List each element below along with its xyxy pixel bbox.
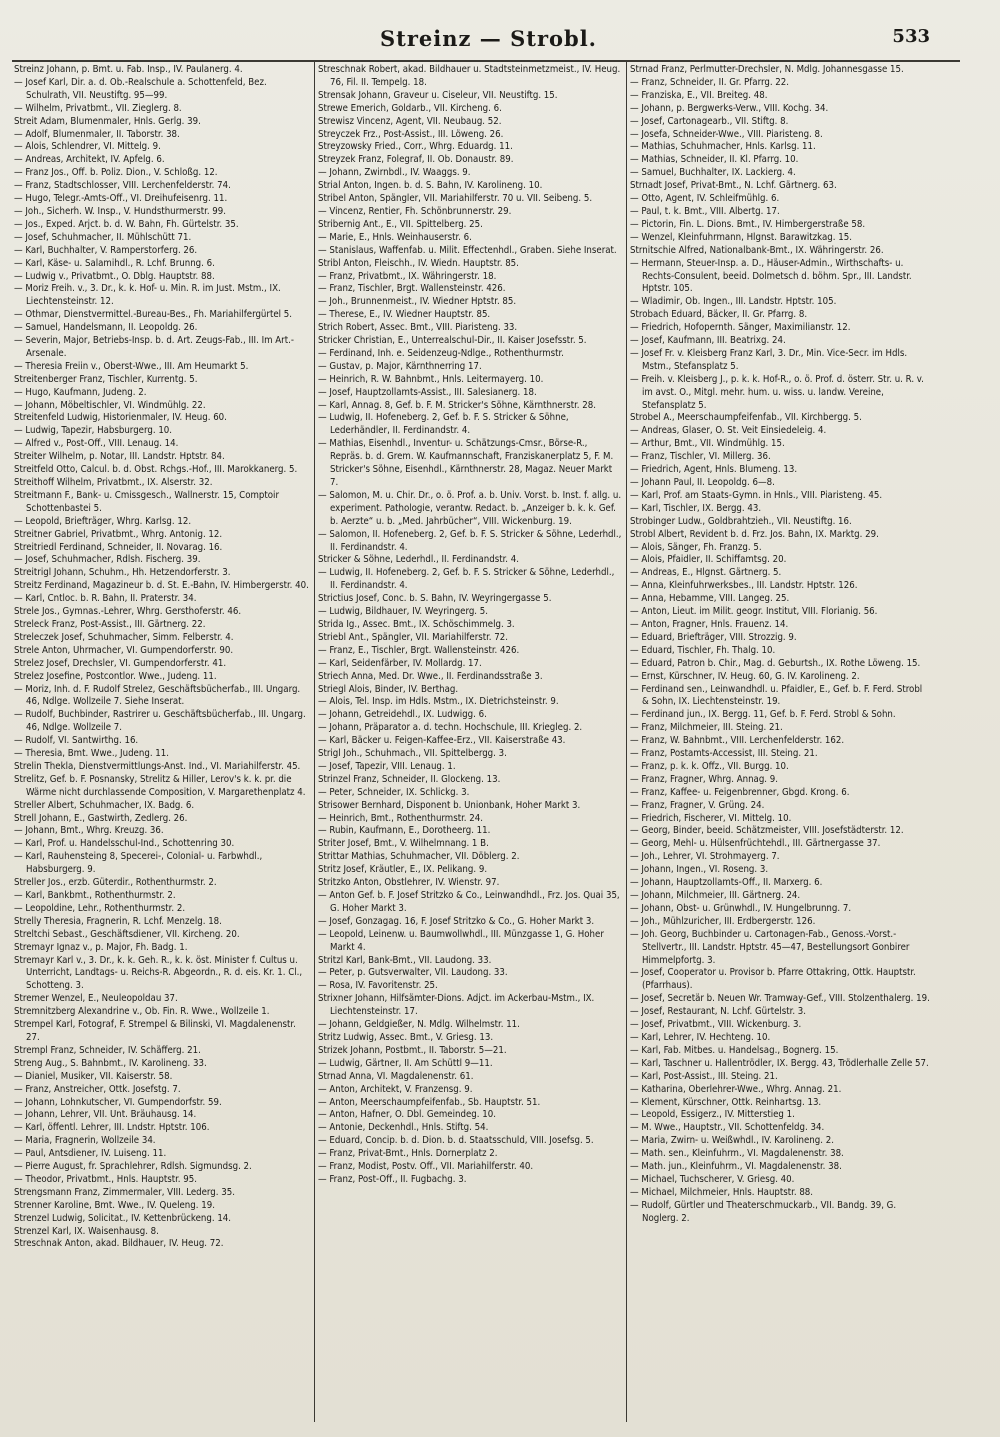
directory-entry: — Franz, Fragner, V. Grüng. 24. bbox=[630, 799, 765, 811]
column-divider bbox=[626, 60, 627, 1422]
directory-entry: — Karl, Cntloc. b. R. Bahn, II. Praterstr. 34. bbox=[14, 593, 197, 605]
directory-entry: — Josef, Cartonagearb., VII. Stiftg. 8. bbox=[630, 115, 789, 127]
directory-entry: Streiter Wilhelm, p. Notar, III. Landstr. Hptstr. 84. bbox=[14, 451, 225, 463]
directory-entry: Streitenfeld Ludwig, Historienmaler, IV. Heug. 60. bbox=[14, 412, 227, 424]
directory-entry: Strinzel Franz, Schneider, II. Glockeng. 13. bbox=[318, 773, 501, 785]
directory-entry: — Theresia Freiin v., Oberst-Wwe., III. Am Heumarkt 5. bbox=[14, 360, 249, 372]
directory-entry: — Antonie, Deckenhdl., Hnls. Stiftg. 54. bbox=[318, 1122, 489, 1134]
directory-entry: — Johann Paul, II. Leopoldg. 6—8. bbox=[630, 477, 775, 488]
directory-entry: — Josef, Tapezir, VIII. Lenaug. 1. bbox=[318, 760, 456, 772]
directory-entry: — Johann, Geldgießer, N. Mdlg. Wilhelmstr. 11. bbox=[318, 1019, 520, 1031]
directory-entry: — Karl, Rauhensteing 8, Specerei-, Colonial- u. Farbwhdl., Habsburgerg. 9. bbox=[14, 851, 263, 876]
directory-entry: — Franz, Post-Off., II. Fugbachg. 3. bbox=[318, 1173, 467, 1185]
directory-entry: Strisower Bernhard, Disponent b. Unionbank, Hoher Markt 3. bbox=[318, 799, 581, 811]
directory-entry: — Eduard, Tischler, Fh. Thalg. 10. bbox=[630, 644, 776, 656]
directory-entry: Stritzl Karl, Bank-Bmt., VII. Laudong. 33. bbox=[318, 954, 492, 966]
directory-entry: — Franz, Modist, Postv. Off., VII. Mariahilferstr. 40. bbox=[318, 1161, 534, 1173]
directory-entry: — Georg, Mehl- u. Hülsenfrüchtehdl., III. Gärtnergasse 37. bbox=[630, 838, 881, 850]
directory-entry: — Joh., Mühlzuricher, III. Erdbergerstr. 126. bbox=[630, 915, 816, 927]
directory-entry: — Johann, Ingen., VI. Roseng. 3. bbox=[630, 864, 769, 876]
directory-entry: — Rubin, Kaufmann, E., Dorotheerg. 11. bbox=[318, 825, 491, 837]
directory-entry: — Ludwig, Bildhauer, IV. Weyringerg. 5. bbox=[318, 606, 489, 618]
directory-entry: Stremayr Ignaz v., p. Major, Fh. Badg. 1. bbox=[14, 941, 188, 953]
directory-entry: — Eduard, Briefträger, VIII. Strozzig. 9. bbox=[630, 631, 797, 643]
directory-entry: — Josef, Restaurant, N. Lchf. Gürtelstr. 3. bbox=[630, 1006, 807, 1018]
directory-entry: — Dianiel, Musiker, VII. Kaiserstr. 58. bbox=[14, 1070, 173, 1082]
directory-entry: Strobach Eduard, Bäcker, II. Gr. Pfarrg. 8. bbox=[630, 309, 808, 321]
directory-entry: Streitriedl Ferdinand, Schneider, II. Novarag. 16. bbox=[14, 541, 223, 553]
directory-entry: Streschnak Anton, akad. Bildhauer, IV. Heug. 72. bbox=[14, 1238, 224, 1250]
directory-entry: — Karl, Käse- u. Salamihdl., R. Lchf. Brunng. 6. bbox=[14, 257, 215, 269]
directory-entry: — Marie, E., Hnls. Weinhauserstr. 6. bbox=[318, 231, 472, 243]
directory-entry: — Karl, Seidenfärber, IV. Mollardg. 17. bbox=[318, 657, 482, 669]
directory-entry: — Heinrich, R. W. Bahnbmt., Hnls. Leitermayerg. 10. bbox=[318, 373, 544, 385]
directory-entry: — Vincenz, Rentier, Fh. Schönbrunnerstr. 29. bbox=[318, 205, 512, 217]
directory-entry: — Anton, Lieut. im Milit. geogr. Institut, VIII. Florianig. 56. bbox=[630, 606, 878, 618]
directory-entry: — Leopoldine, Lehr., Rothenthurmstr. 2. bbox=[14, 902, 186, 914]
directory-entry: — Karl, Post-Assist., III. Steing. 21. bbox=[630, 1070, 778, 1082]
directory-entry: — Rudolf, Gürtler und Theaterschmuckarb., VII. Bandg. 39, G. Noglerg. 2. bbox=[630, 1199, 897, 1224]
directory-entry: Strixner Johann, Hilfsämter-Dions. Adjct. im Ackerbau-Mstm., IX. Liechtensteinstr. 17. bbox=[318, 993, 595, 1018]
directory-entry: — Jos., Exped. Arjct. b. d. W. Bahn, Fh. Gürtelstr. 35. bbox=[14, 218, 239, 230]
directory-entry: — Anton, Architekt, V. Franzensg. 9. bbox=[318, 1083, 473, 1095]
directory-entry: Stricker & Söhne, Lederhdl., II. Ferdinandstr. 4. bbox=[318, 554, 520, 566]
directory-entry: Striebl Ant., Spängler, VII. Mariahilferstr. 72. bbox=[318, 631, 509, 643]
directory-entry: Stremer Wenzel, E., Neuleopoldau 37. bbox=[14, 993, 178, 1005]
directory-entry: Strewe Emerich, Goldarb., VII. Kircheng. 6. bbox=[318, 102, 502, 114]
directory-entry: — Math. sen., Kleinfuhrm., VI. Magdalenenstr. 38. bbox=[630, 1148, 844, 1160]
directory-entry: — Maria, Zwirn- u. Weißwhdl., IV. Karolineng. 2. bbox=[630, 1135, 834, 1147]
directory-entry: — Hermann, Steuer-Insp. a. D., Häuser-Admin., Wirthschafts- u. Rechts-Consulent, beeid. Dolmetsch d. böhm. Spr., III. Landstr. Hptstr. 105. bbox=[630, 257, 912, 295]
directory-entry: — Friedrich, Agent, Hnls. Blumeng. 13. bbox=[630, 464, 798, 476]
directory-entry: — Johann, Lohnkutscher, VI. Gumpendorfstr. 59. bbox=[14, 1096, 222, 1108]
directory-entry: — Franz, E., Tischler, Brgt. Wallensteinstr. 426. bbox=[318, 644, 520, 656]
directory-entry: — Freih. v. Kleisberg J., p. k. k. Hof-R., o. ö. Prof. d. österr. Str. u. R. v. im avst. O., Mitgl. mehr. hum. u. wiss. u. landw. Vereine, Stefansplatz 5. bbox=[630, 373, 924, 411]
directory-entry: Stribl Anton, Fleischh., IV. Wiedn. Hauptstr. 85. bbox=[318, 257, 519, 269]
directory-entry: — Severin, Major, Betriebs-Insp. b. d. Art. Zeugs-Fab., III. Im Art.-Arsenale. bbox=[14, 335, 294, 359]
directory-entry: — Anton, Meerschaumpfeifenfab., Sb. Hauptstr. 51. bbox=[318, 1096, 541, 1108]
directory-entry: — Paul, t. k. Bmt., VIII. Albertg. 17. bbox=[630, 205, 780, 217]
directory-entry: — Josef, Kaufmann, III. Beatrixg. 24. bbox=[630, 335, 786, 347]
directory-entry: Stribernig Ant., E., VII. Spittelberg. 25. bbox=[318, 218, 483, 230]
directory-entry: Striter Josef, Bmt., V. Wilhelmnang. 1 B. bbox=[318, 838, 489, 850]
directory-entry: — Franz, Postamts-Accessist, III. Steing. 21. bbox=[630, 748, 818, 760]
directory-entry: Streithoff Wilhelm, Privatbmt., IX. Alserstr. 32. bbox=[14, 477, 213, 488]
directory-entry: Strictius Josef, Conc. b. S. Bahn, IV. Weyringergasse 5. bbox=[318, 593, 552, 605]
directory-entry: — Peter, p. Gutsverwalter, VII. Laudong. 33. bbox=[318, 967, 508, 979]
directory-entry: — Johann, Milchmeier, III. Gärtnerg. 24. bbox=[630, 890, 801, 901]
directory-entry: — Ludwig, Tapezir, Habsburgerg. 10. bbox=[14, 425, 173, 437]
directory-entry: Streinz Johann, p. Bmt. u. Fab. Insp., IV. Paulanerg. 4. bbox=[14, 64, 243, 75]
directory-entry: — Franz, p. k. k. Offz., VII. Burgg. 10. bbox=[630, 760, 789, 772]
directory-entry: Strelitz, Gef. b. F. Posnansky, Strelitz & Hiller, Lerov's k. k. pr. die Wärme nicht durchlassende Composition, V. Margarethenplatz 4. bbox=[14, 773, 306, 798]
directory-entry: Streng Aug., S. Bahnbmt., IV. Karolineng. 33. bbox=[14, 1057, 207, 1069]
directory-entry: — Johann, Möbeltischler, VI. Windmühlg. 22. bbox=[14, 399, 206, 411]
directory-entry: Strobinger Ludw., Goldbrahtzieh., VII. Neustiftg. 16. bbox=[630, 515, 852, 527]
directory-entry: — Salomon, II. Hofeneberg. 2, Gef. b. F. S. Stricker & Söhne, Lederhdl., II. Ferdinandstr. 4. bbox=[318, 528, 622, 553]
column-1 bbox=[14, 64, 310, 1424]
directory-entry: — Friedrich, Fischerer, VI. Mittelg. 10. bbox=[630, 812, 792, 824]
directory-entry: — Ferdinand sen., Leinwandhdl. u. Pfaidler, E., Gef. b. F. Ferd. Strobl & Sohn, IX. Liechtensteinstr. 19. bbox=[630, 683, 923, 708]
directory-entry: — Ludwig, II. Hofeneberg. 2, Gef. b. F. S. Stricker & Söhne, Lederhdl., II. Ferdinandstr. 4. bbox=[318, 567, 615, 592]
directory-entry: — Anton Gef. b. F. Josef Stritzko & Co., Leinwandhdl., Frz. Jos. Quai 35, G. Hoher Markt 3. bbox=[318, 890, 620, 914]
directory-entry: — Karl, Annag. 8, Gef. b. F. M. Stricker's Söhne, Kärnthnerstr. 28. bbox=[318, 399, 596, 411]
directory-entry: Stritzko Anton, Obstlehrer, IV. Wienstr. 97. bbox=[318, 877, 500, 889]
directory-entry: — Joh., Sicherh. W. Insp., V. Hundsthurmerstr. 99. bbox=[14, 205, 227, 217]
directory-entry: — Mathias, Schneider, II. Kl. Pfarrg. 10. bbox=[630, 154, 799, 166]
directory-entry: — Katharina, Oberlehrer-Wwe., Whrg. Annag. 21. bbox=[630, 1083, 842, 1095]
directory-entry: Strobel A., Meerschaumpfeifenfab., VII. Kirchbergg. 5. bbox=[630, 412, 862, 424]
directory-entry: — Moriz, Inh. d. F. Rudolf Strelez, Geschäftsbücherfab., III. Ungarg. 46, Ndlge. Wollzeile 7. Siehe Inserat. bbox=[14, 683, 301, 708]
directory-entry: — Karl, Lehrer, IV. Hechteng. 10. bbox=[630, 1031, 771, 1043]
directory-entry: Strida Ig., Assec. Bmt., IX. Schöschimmelg. 3. bbox=[318, 618, 515, 630]
directory-entry: Strich Robert, Assec. Bmt., VIII. Piaristeng. 33. bbox=[318, 322, 518, 334]
directory-entry: — Joh., Lehrer, VI. Strohmayerg. 7. bbox=[630, 851, 780, 863]
directory-entry: — Franz, Stadtschlosser, VIII. Lerchenfelderstr. 74. bbox=[14, 180, 231, 192]
directory-entry: Strittar Mathias, Schuhmacher, VII. Döblerg. 2. bbox=[318, 851, 520, 863]
directory-entry: — Leopold, Leinenw. u. Baumwollwhdl., III. Münzgasse 1, G. Hoher Markt 4. bbox=[318, 928, 604, 953]
column-3 bbox=[630, 64, 930, 1424]
directory-entry: — Paul, Antsdiener, IV. Luiseng. 11. bbox=[14, 1148, 167, 1160]
directory-entry: Striech Anna, Med. Dr. Wwe., II. Ferdinandsstraße 3. bbox=[318, 670, 543, 682]
directory-entry: Stricker Christian, E., Unterrealschul-Dir., II. Kaiser Josefsstr. 5. bbox=[318, 335, 587, 347]
directory-entry: Streleck Franz, Post-Assist., III. Gärtnerg. 22. bbox=[14, 618, 206, 630]
directory-entry: — Josef, Privatbmt., VIII. Wickenburg. 3. bbox=[630, 1019, 802, 1031]
directory-entry: — Wenzel, Kleinfuhrmann, Hlgnst. Barawitzkag. 15. bbox=[630, 231, 852, 243]
directory-entry: — Ludwig, II. Hofeneberg. 2, Gef. b. F. S. Stricker & Söhne, Lederhändler, II. Ferdinandstr. 4. bbox=[318, 412, 569, 437]
directory-entry: Stritz Josef, Kräutler, E., IX. Pelikang. 9. bbox=[318, 864, 488, 876]
directory-entry: — Franz, Privat-Bmt., Hnls. Dornerplatz 2. bbox=[318, 1148, 498, 1160]
directory-entry: Strewisz Vincenz, Agent, VII. Neubaug. 52. bbox=[318, 115, 502, 127]
directory-entry: — Leopold, Essigerz., IV. Mitterstieg 1. bbox=[630, 1109, 795, 1121]
directory-entry: — Andreas, Architekt, IV. Apfelg. 6. bbox=[14, 154, 165, 166]
directory-entry: — Ferdinand, Inh. e. Seidenzeug-Ndlge., Rothenthurmstr. bbox=[318, 347, 564, 359]
directory-entry: Strobl Albert, Revident b. d. Frz. Jos. Bahn, IX. Marktg. 29. bbox=[630, 528, 879, 540]
directory-entry: — Franz, Milchmeier, III. Steing. 21. bbox=[630, 722, 783, 734]
directory-entry: — M. Wwe., Hauptstr., VII. Schottenfeldg. 34. bbox=[630, 1122, 825, 1134]
directory-entry: Strizek Johann, Postbmt., II. Taborstr. 5—21. bbox=[318, 1044, 507, 1056]
directory-entry: — Josef Fr. v. Kleisberg Franz Karl, 3. Dr., Min. Vice-Secr. im Hdls. Mstm., Stefansplatz 5. bbox=[630, 347, 908, 372]
directory-entry: — Michael, Milchmeier, Hnls. Hauptstr. 88. bbox=[630, 1186, 814, 1198]
directory-entry: Stremayr Karl v., 3. Dr., k. k. Geh. R., k. k. öst. Minister f. Cultus u. Unterricht, Landtags- u. Reichs-R. Abgeordn., R. d. eis. Kr. 1. Cl., Schotteng. 3. bbox=[14, 954, 303, 992]
directory-entry: Streitmann F., Bank- u. Cmissgesch., Wallnerstr. 15, Comptoir Schottenbastei 5. bbox=[14, 489, 279, 514]
directory-entry: — Josef, Schuhmacher, II. Mühlschütt 71. bbox=[14, 231, 192, 243]
directory-entry: — Andreas, Glaser, O. St. Veit Einsiedeleig. 4. bbox=[630, 425, 827, 437]
directory-entry: — Josef, Gonzagag. 16, F. Josef Stritzko & Co., G. Hoher Markt 3. bbox=[318, 915, 595, 927]
directory-entry: — Alois, Sänger, Fh. Franzg. 5. bbox=[630, 541, 762, 553]
directory-entry: — Klement, Kürschner, Ottk. Reinhartsg. 13. bbox=[630, 1096, 822, 1108]
directory-entry: — Joh. Georg, Buchbinder u. Cartonagen-Fab., Genoss.-Vorst.-Stellvertr., III. Landstr. Hptstr. 45—47, Bestellungsort Gonbirer Himmelpfortg. 3. bbox=[630, 928, 910, 966]
directory-entry: — Friedrich, Hofopernth. Sänger, Maximilianstr. 12. bbox=[630, 322, 851, 334]
directory-entry: — Georg, Binder, beeid. Schätzmeister, VIII. Josefstädterstr. 12. bbox=[630, 825, 904, 837]
directory-entry: — Pierre August, fr. Sprachlehrer, Rdlsh. Sigmundsg. 2. bbox=[14, 1161, 252, 1173]
directory-entry: — Anna, Kleinfuhrwerksbes., III. Landstr. Hptstr. 126. bbox=[630, 580, 858, 592]
directory-entry: — Eduard, Patron b. Chir., Mag. d. Geburtsh., IX. Rothe Löweng. 15. bbox=[630, 657, 921, 669]
page-number: 533 bbox=[892, 26, 930, 47]
directory-entry: — Hugo, Kaufmann, Judeng. 2. bbox=[14, 386, 147, 398]
directory-entry: Strempl Franz, Schneider, IV. Schäfferg. 21. bbox=[14, 1044, 201, 1056]
directory-entry: — Franz, Kaffee- u. Feigenbrenner, Gbgd. Krong. 6. bbox=[630, 786, 850, 798]
directory-entry: — Gustav, p. Major, Kärnthnerring 17. bbox=[318, 360, 482, 372]
directory-entry: — Alfred v., Post-Off., VIII. Lenaug. 14. bbox=[14, 438, 179, 450]
directory-entry: — Johann, Bmt., Whrg. Kreuzg. 36. bbox=[14, 825, 164, 837]
directory-entry: Strensak Johann, Graveur u. Ciseleur, VII. Neustiftg. 15. bbox=[318, 89, 558, 101]
directory-entry: — Wilhelm, Privatbmt., VII. Zieglerg. 8. bbox=[14, 102, 182, 114]
running-head: Streinz — Strobl. bbox=[380, 26, 597, 51]
directory-entry: — Franz, Privatbmt., IX. Währingerstr. 18. bbox=[318, 270, 497, 282]
directory-entry: — Franziska, E., VII. Breiteg. 48. bbox=[630, 89, 768, 101]
directory-entry: — Johann, Obst- u. Grünwhdl., IV. Hungelbrunng. 7. bbox=[630, 902, 852, 914]
directory-entry: Streyzowsky Fried., Corr., Whrg. Eduardg. 11. bbox=[318, 141, 513, 153]
directory-entry: Streleczek Josef, Schuhmacher, Simm. Felberstr. 4. bbox=[14, 631, 234, 643]
directory-entry: — Hugo, Telegr.-Amts-Off., VI. Dreihufeisenrg. 11. bbox=[14, 193, 228, 205]
directory-entry: — Josef, Hauptzollamts-Assist., III. Salesianerg. 18. bbox=[318, 386, 537, 398]
directory-entry: Strempel Karl, Fotograf, F. Strempel & Bilinski, VI. Magdalenenstr. 27. bbox=[14, 1019, 296, 1043]
directory-entry: — Ludwig, Gärtner, II. Am Schüttl 9—11. bbox=[318, 1057, 493, 1069]
directory-entry: — Franz Jos., Off. b. Poliz. Dion., V. Schloßg. 12. bbox=[14, 167, 218, 179]
directory-entry: — Rudolf, VI. Santwirthg. 16. bbox=[14, 735, 139, 747]
directory-entry: Strnitschie Alfred, Nationalbank-Bmt., IX. Währingerstr. 26. bbox=[630, 244, 884, 256]
directory-entry: Streyczek Frz., Post-Assist., III. Löweng. 26. bbox=[318, 128, 504, 140]
directory-entry: — Rudolf, Buchbinder, Rastrirer u. Geschäftsbücherfab., III. Ungarg. 46, Ndlge. Wollzeile 7. bbox=[14, 709, 306, 734]
directory-entry: — Moriz Freih. v., 3. Dr., k. k. Hof- u. Min. R. im Just. Mstm., IX. Liechtensteinstr. 12. bbox=[14, 283, 281, 308]
directory-entry: — Math. jun., Kleinfuhrm., VI. Magdalenenstr. 38. bbox=[630, 1161, 842, 1173]
directory-entry: — Karl, Bankbmt., Rothenthurmstr. 2. bbox=[14, 890, 176, 901]
directory-entry: — Leopold, Briefträger, Whrg. Karlsg. 12. bbox=[14, 515, 192, 527]
header-rule bbox=[12, 60, 960, 62]
directory-entry: — Therese, E., IV. Wiedner Hauptstr. 85. bbox=[318, 309, 491, 321]
directory-entry: — Rosa, IV. Favoritenstr. 25. bbox=[318, 980, 438, 992]
directory-entry: — Maria, Fragnerin, Wollzeile 34. bbox=[14, 1135, 156, 1147]
directory-entry: Strele Jos., Gymnas.-Lehrer, Whrg. Gersthoferstr. 46. bbox=[14, 606, 242, 618]
directory-entry: Streschnak Robert, akad. Bildhauer u. Stadtsteinmetzmeist., IV. Heug. 76, Fil. II. Tempelg. 18. bbox=[318, 64, 621, 88]
directory-entry: — Theodor, Privatbmt., Hnls. Hauptstr. 95. bbox=[14, 1173, 197, 1185]
directory-entry: — Johann, p. Bergwerks-Verw., VIII. Kochg. 34. bbox=[630, 102, 829, 114]
column-2 bbox=[318, 64, 622, 1424]
directory-entry: — Alois, Tel. Insp. im Hdls. Mstm., IX. Dietrichsteinstr. 9. bbox=[318, 696, 559, 708]
directory-entry: — Andreas, E., Hlgnst. Gärtnerg. 5. bbox=[630, 567, 782, 579]
directory-entry: Streitner Gabriel, Privatbmt., Whrg. Antonig. 12. bbox=[14, 528, 223, 540]
directory-entry: Strnad Anna, VI. Magdalenenstr. 61. bbox=[318, 1070, 474, 1082]
directory-entry: — Ludwig v., Privatbmt., O. Dblg. Hauptstr. 88. bbox=[14, 270, 215, 282]
directory-entry: — Johann, Hauptzollamts-Off., II. Marxerg. 6. bbox=[630, 877, 823, 889]
directory-entry: — Otto, Agent, IV. Schleifmühlg. 6. bbox=[630, 193, 780, 205]
directory-entry: Strelez Josef, Drechsler, VI. Gumpendorferstr. 41. bbox=[14, 657, 227, 669]
directory-entry: Streltchi Sebast., Geschäftsdiener, VII. Kircheng. 20. bbox=[14, 928, 240, 940]
directory-entry: — Johann, Präparator a. d. techn. Hochschule, III. Kriegleg. 2. bbox=[318, 722, 583, 734]
directory-entry: — Samuel, Buchhalter, IX. Lackierg. 4. bbox=[630, 167, 796, 179]
directory-entry: — Karl, Prof. u. Handelsschul-Ind., Schottenring 30. bbox=[14, 838, 235, 850]
directory-entry: — Josef, Schuhmacher, Rdlsh. Fischerg. 39. bbox=[14, 554, 201, 566]
directory-entry: — Josefa, Schneider-Wwe., VIII. Piaristeng. 8. bbox=[630, 128, 823, 140]
directory-entry: — Karl, Taschner u. Hallentrödler, IX. Bergg. 43, Trödlerhalle Zelle 57. bbox=[630, 1057, 929, 1069]
directory-entry: Streller Jos., erzb. Güterdir., Rothenthurmstr. 2. bbox=[14, 877, 217, 889]
directory-entry: Striegl Alois, Binder, IV. Berthag. bbox=[318, 683, 459, 695]
directory-entry: — Heinrich, Bmt., Rothenthurmstr. 24. bbox=[318, 812, 483, 824]
directory-entry: Strigl Joh., Schuhmach., VII. Spittelbergg. 3. bbox=[318, 748, 507, 760]
directory-entry: — Karl, Tischler, IX. Bergg. 43. bbox=[630, 502, 762, 514]
directory-entry: — Karl, Buchhalter, V. Ramperstorferg. 26. bbox=[14, 244, 198, 256]
directory-entry: — Eduard, Concip. b. d. Dion. b. d. Staatsschuld, VIII. Josefsg. 5. bbox=[318, 1135, 594, 1147]
directory-entry: Streitfeld Otto, Calcul. b. d. Obst. Rchgs.-Hof., III. Marokkanerg. 5. bbox=[14, 464, 298, 476]
directory-entry: Streitrigl Johann, Schuhm., Hh. Hetzendorferstr. 3. bbox=[14, 567, 231, 579]
directory-entry: — Ernst, Kürschner, IV. Heug. 60, G. IV. Karolineng. 2. bbox=[630, 670, 860, 682]
directory-entry: — Samuel, Handelsmann, II. Leopoldg. 26. bbox=[14, 322, 198, 334]
directory-entry: — Josef, Secretär b. Neuen Wr. Tramway-Gef., VIII. Stolzenthalerg. 19. bbox=[630, 993, 930, 1005]
page-header bbox=[0, 22, 1000, 58]
directory-entry: — Franz, W. Bahnbmt., VIII. Lerchenfelderstr. 162. bbox=[630, 735, 845, 747]
directory-entry: — Alois, Schlendrer, VI. Mittelg. 9. bbox=[14, 141, 161, 153]
directory-entry: — Johann, Getreidehdl., IX. Ludwigg. 6. bbox=[318, 709, 487, 721]
directory-entry: Strial Anton, Ingen. b. d. S. Bahn, IV. Karolineng. 10. bbox=[318, 180, 543, 192]
directory-entry: Strelin Thekla, Dienstvermittlungs-Anst. Ind., VI. Mariahilferstr. 45. bbox=[14, 760, 301, 772]
directory-entry: — Franz, Fragner, Whrg. Annag. 9. bbox=[630, 773, 779, 785]
directory-entry: Strenzel Ludwig, Solicitat., IV. Kettenbrückeng. 14. bbox=[14, 1212, 232, 1224]
directory-entry: — Anton, Hafner, O. Dbl. Gemeindeg. 10. bbox=[318, 1109, 496, 1121]
directory-entry: — Johann, Lehrer, VII. Unt. Bräuhausg. 14. bbox=[14, 1109, 197, 1121]
directory-entry: Strnadt Josef, Privat-Bmt., N. Lchf. Gärtnerg. 63. bbox=[630, 180, 837, 192]
directory-entry: — Josef, Cooperator u. Provisor b. Pfarre Ottakring, Ottk. Hauptstr. (Pfarrhaus). bbox=[630, 967, 916, 992]
directory-entry: — Wladimir, Ob. Ingen., III. Landstr. Hptstr. 105. bbox=[630, 296, 837, 308]
directory-entry: — Pictorin, Fin. L. Dions. Bmt., IV. Himbergerstraße 58. bbox=[630, 218, 866, 230]
directory-entry: — Franz, Tischler, Brgt. Wallensteinstr. 426. bbox=[318, 283, 506, 295]
directory-entry: Stribel Anton, Spängler, VII. Mariahilferstr. 70 u. VII. Seibeng. 5. bbox=[318, 193, 593, 205]
directory-entry: — Othmar, Dienstvermittel.-Bureau-Bes., Fh. Mariahilfergürtel 5. bbox=[14, 309, 293, 321]
directory-entry: Streitz Ferdinand, Magazineur b. d. St. E.-Bahn, IV. Himbergerstr. 40. bbox=[14, 580, 309, 592]
directory-entry: Stremnitzberg Alexandrine v., Ob. Fin. R. Wwe., Wollzeile 1. bbox=[14, 1006, 270, 1018]
directory-entry: Strengsmann Franz, Zimmermaler, VIII. Lederg. 35. bbox=[14, 1186, 235, 1198]
directory-entry: — Joh., Brunnenmeist., IV. Wiedner Hptstr. 85. bbox=[318, 296, 517, 308]
directory-entry: — Franz, Schneider, II. Gr. Pfarrg. 22. bbox=[630, 76, 790, 88]
directory-entry: — Mathias, Eisenhdl., Inventur- u. Schätzungs-Cmsr., Börse-R., Repräs. b. d. Grem. W. Kaufmannschaft, Franziskanerplatz 5, F. M. Stricker's Söhne, Eisenhdl., Kärnthnerstr. 28, Magaz. Neuer Markt 7. bbox=[318, 438, 614, 488]
directory-entry: Stritz Ludwig, Assec. Bmt., V. Griesg. 13. bbox=[318, 1031, 494, 1043]
directory-entry: — Karl, Bäcker u. Feigen-Kaffee-Erz., VII. Kaiserstraße 43. bbox=[318, 735, 566, 747]
directory-entry: — Karl, öffentl. Lehrer, III. Lndstr. Hptstr. 106. bbox=[14, 1122, 210, 1134]
column-divider bbox=[314, 60, 315, 1422]
directory-entry: — Stanislaus, Waffenfab. u. Milit. Effectenhdl., Graben. Siehe Inserat. bbox=[318, 244, 617, 256]
directory-entry: Strelly Theresia, Fragnerin, R. Lchf. Menzelg. 18. bbox=[14, 915, 222, 927]
directory-entry: Streitenberger Franz, Tischler, Kurrentg. 5. bbox=[14, 373, 198, 385]
directory-entry: Streller Albert, Schuhmacher, IX. Badg. 6. bbox=[14, 799, 195, 811]
directory-entry: Streit Adam, Blumenmaler, Hnls. Gerlg. 39. bbox=[14, 115, 201, 127]
directory-entry: Strenner Karoline, Bmt. Wwe., IV. Queleng. 19. bbox=[14, 1199, 215, 1211]
directory-entry: — Josef Karl, Dir. a. d. Ob.-Realschule a. Schottenfeld, Bez. Schulrath, VII. Neustiftg. 95—99. bbox=[14, 76, 267, 101]
directory-entry: Strell Johann, E., Gastwirth, Zedlerg. 26. bbox=[14, 812, 188, 824]
directory-entry: — Theresia, Bmt. Wwe., Judeng. 11. bbox=[14, 748, 170, 760]
directory-entry: — Michael, Tuchscherer, V. Griesg. 40. bbox=[630, 1173, 795, 1185]
directory-entry: — Arthur, Bmt., VII. Windmühlg. 15. bbox=[630, 438, 785, 450]
directory-entry: — Alois, Pfaidler, II. Schiffamtsg. 20. bbox=[630, 554, 787, 566]
directory-entry: — Mathias, Schuhmacher, Hnls. Karlsg. 11. bbox=[630, 141, 816, 153]
directory-entry: — Peter, Schneider, IX. Schlickg. 3. bbox=[318, 786, 470, 798]
directory-entry: — Franz, Tischler, VI. Millerg. 36. bbox=[630, 451, 771, 463]
directory-entry: — Anna, Hebamme, VIII. Langeg. 25. bbox=[630, 593, 790, 605]
directory-entry: — Karl, Prof. am Staats-Gymn. in Hnls., VIII. Piaristeng. 45. bbox=[630, 489, 883, 501]
directory-entry: Strele Anton, Uhrmacher, VI. Gumpendorferstr. 90. bbox=[14, 644, 234, 656]
directory-entry: — Franz, Anstreicher, Ottk. Josefstg. 7. bbox=[14, 1083, 181, 1095]
directory-entry: — Johann, Zwirnbdl., IV. Waaggs. 9. bbox=[318, 167, 471, 179]
directory-entry: Streyzek Franz, Folegraf, II. Ob. Donaustr. 89. bbox=[318, 154, 514, 166]
directory-entry: — Karl, Fab. Mitbes. u. Handelsag., Bognerg. 15. bbox=[630, 1044, 839, 1056]
directory-entry: — Ferdinand jun., IX. Bergg. 11, Gef. b. F. Ferd. Strobl & Sohn. bbox=[630, 709, 896, 721]
directory-entry: — Adolf, Blumenmaler, II. Taborstr. 38. bbox=[14, 128, 180, 140]
directory-entry: — Salomon, M. u. Chir. Dr., o. ö. Prof. a. b. Univ. Vorst. b. Inst. f. allg. u. experiment. Pathologie, verantw. Redact. b. „Anzeiger b. k. k. Gef. b. Aerzte“ u. b. „Med. Jahrbücher“, VIII. Wickenburg. 19. bbox=[318, 489, 622, 527]
directory-entry: Strenzel Karl, IX. Waisenhausg. 8. bbox=[14, 1225, 159, 1237]
directory-entry: Strnad Franz, Perlmutter-Drechsler, N. Mdlg. Johannesgasse 15. bbox=[630, 64, 904, 75]
directory-entry: Strelez Josefine, Postcontlor. Wwe., Judeng. 11. bbox=[14, 670, 217, 682]
directory-entry: — Anton, Fragner, Hnls. Frauenz. 14. bbox=[630, 618, 789, 630]
